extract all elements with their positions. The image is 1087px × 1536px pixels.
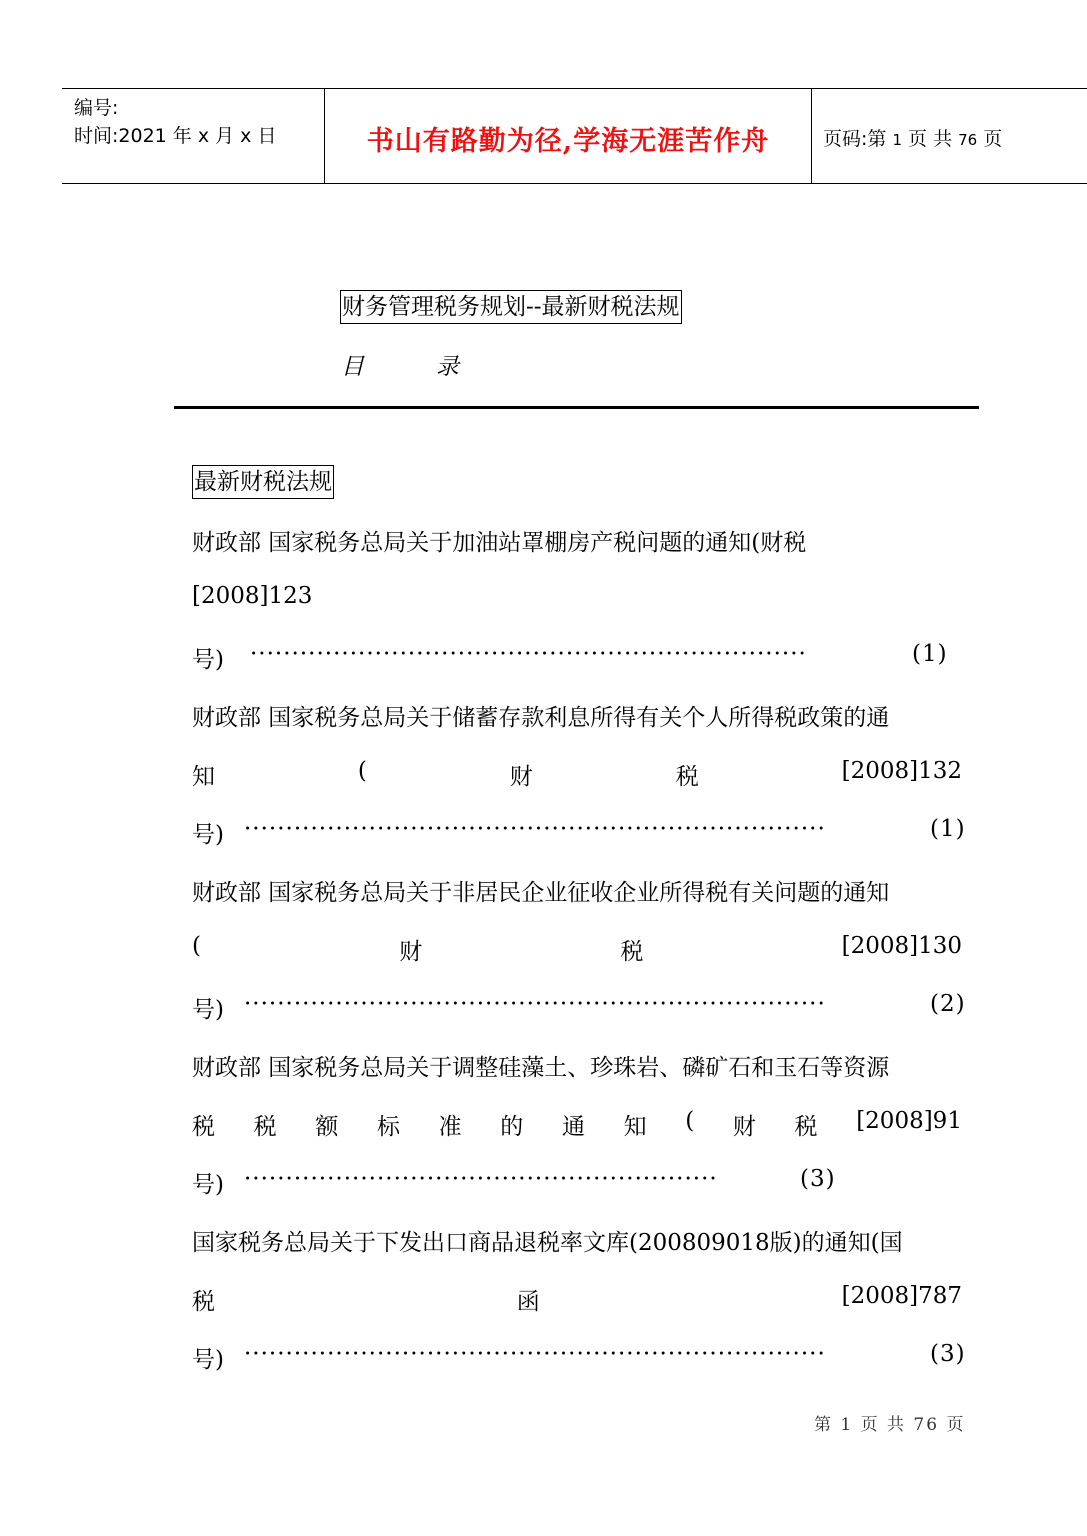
page-suffix: 页 [983, 128, 1003, 150]
toc-entry-4-line-2[interactable] [192, 1108, 962, 1141]
header-motto: 书山有路勤为径,学海无涯苦作舟 [366, 126, 770, 157]
toc-entry-4-part-5: 准 [438, 1114, 462, 1140]
toc-heading-char-2: 录 [436, 354, 459, 380]
toc-entry-4-page[interactable]: (3) [800, 1166, 836, 1192]
toc-entry-4-leader: ························································· [244, 1166, 718, 1192]
toc-entry-4-part-4: 标 [376, 1114, 400, 1140]
toc-entry-4-part-8: 知 [623, 1114, 647, 1140]
toc-entry-5-line-2[interactable] [192, 1283, 962, 1316]
toc-entry-1-page[interactable]: (1) [912, 641, 948, 667]
document-title: 财务管理税务规划--最新财税法规 [340, 290, 682, 324]
toc-entry-4-part-7: 通 [561, 1114, 585, 1140]
toc-entry-1-line-1[interactable]: 财政部 国家税务总局关于加油站罩棚房产税问题的通知(财税 [192, 530, 807, 556]
toc-entry-4-part-10: 财 [732, 1114, 756, 1140]
toc-entry-2-part-2: ( [357, 758, 367, 784]
toc-entry-4-part-12: [2008]91 [856, 1108, 962, 1134]
toc-entry-5-part-3: [2008]787 [841, 1283, 962, 1309]
toc-entry-2-line-2[interactable] [192, 758, 962, 791]
toc-entry-4-line-1[interactable]: 财政部 国家税务总局关于调整硅藻土、珍珠岩、磷矿石和玉石等资源 [192, 1055, 890, 1081]
toc-entry-2-leader: ······································································ [244, 816, 826, 842]
header-right-cell [811, 89, 1087, 183]
toc-entry-4-part-2: 税 [253, 1114, 277, 1140]
page-mid: 页 共 [908, 128, 953, 150]
toc-entry-4-part-9: ( [685, 1108, 695, 1134]
toc-entry-3-part-4: [2008]130 [841, 933, 962, 959]
toc-entry-4-part-1: 税 [192, 1114, 215, 1140]
toc-entry-2-line-3-prefix[interactable]: 号) [192, 822, 224, 848]
section-title: 最新财税法规 [192, 465, 334, 499]
toc-entry-2-part-5: [2008]132 [841, 758, 962, 784]
toc-entry-3-line-1[interactable]: 财政部 国家税务总局关于非居民企业征收企业所得税有关问题的通知 [192, 880, 890, 906]
toc-entry-5-part-2: 函 [516, 1289, 540, 1315]
toc-entry-2-page[interactable]: (1) [930, 816, 966, 842]
toc-entry-1-leader: ··································································· [250, 641, 807, 667]
toc-entry-3-leader: ······································································ [244, 991, 826, 1017]
toc-entry-3-line-2[interactable] [192, 933, 962, 966]
page-prefix: 页码:第 [823, 128, 887, 150]
toc-entry-3-part-2: 财 [399, 939, 423, 965]
page-current: 1 [892, 131, 902, 149]
document-time-label: 时间:2021 年 x 月 x 日 [74, 125, 277, 147]
toc-entry-4-part-11: 税 [794, 1114, 818, 1140]
toc-heading [341, 348, 459, 381]
toc-entry-3-line-3-prefix[interactable]: 号) [192, 997, 224, 1023]
toc-entry-5-page[interactable]: (3) [930, 1341, 966, 1367]
toc-entry-3-part-1: ( [192, 933, 201, 959]
toc-entry-2-part-3: 财 [509, 764, 533, 790]
toc-entry-3-part-3: 税 [620, 939, 644, 965]
header-left-cell [62, 89, 324, 183]
toc-entry-5-part-1: 税 [192, 1289, 215, 1315]
page-total: 76 [958, 131, 978, 149]
toc-heading-char-1: 目 [341, 354, 364, 380]
toc-entry-2-part-1: 知 [192, 764, 215, 790]
document-number-label: 编号: [74, 97, 119, 119]
toc-entry-1-line-2[interactable]: [2008]123 [192, 583, 313, 609]
header-page-info [823, 124, 1002, 151]
page-footer: 第 1 页 共 76 页 [814, 1415, 966, 1435]
toc-entry-4-line-3-prefix[interactable]: 号) [192, 1172, 224, 1198]
toc-divider [174, 406, 979, 409]
toc-entry-5-leader: ······································································ [244, 1341, 826, 1367]
toc-entry-4-part-6: 的 [500, 1114, 524, 1140]
toc-entry-3-page[interactable]: (2) [930, 991, 966, 1017]
toc-entry-2-line-1[interactable]: 财政部 国家税务总局关于储蓄存款利息所得有关个人所得税政策的通 [192, 705, 890, 731]
toc-entry-5-line-3-prefix[interactable]: 号) [192, 1347, 224, 1373]
toc-entry-4-part-3: 额 [315, 1114, 339, 1140]
toc-entry-1-line-3-prefix[interactable]: 号) [192, 647, 224, 673]
toc-entry-5-line-1[interactable]: 国家税务总局关于下发出口商品退税率文库(200809018版)的通知(国 [192, 1230, 903, 1256]
toc-entry-2-part-4: 税 [675, 764, 699, 790]
header-middle-cell [324, 89, 812, 183]
page-header [62, 88, 1087, 184]
